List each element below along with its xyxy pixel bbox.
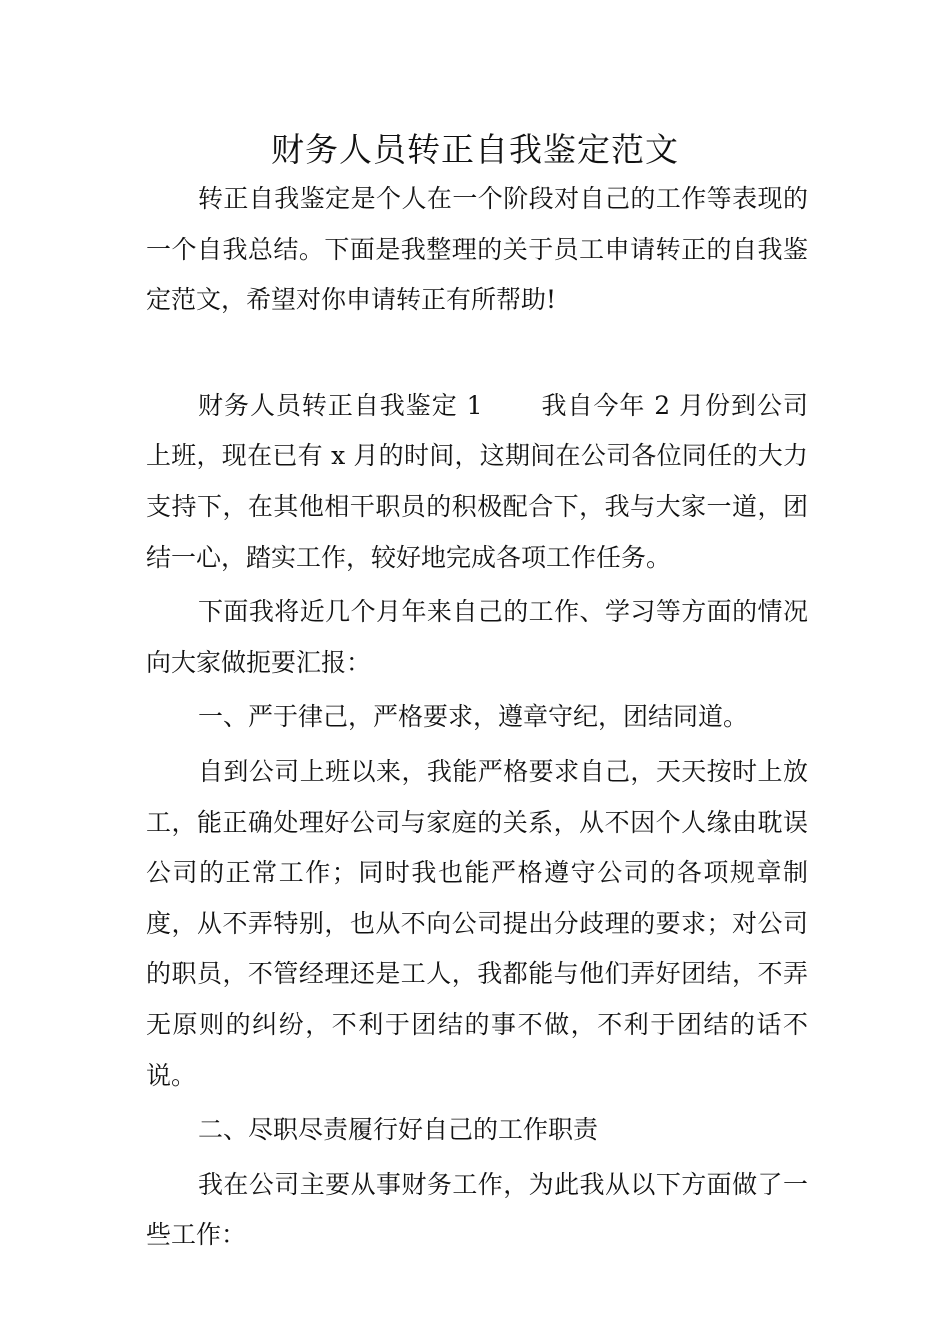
section-1-paragraph-1: 我自今年 2 月份到公司上班，现在已有 x 月的时间，这期间在公司各位同任的大力支持下，在其他相干职员的积极配合下，我与大家一道，团结一心，踏实工作，较好地完成各项工作任务。 [146, 390, 808, 572]
intro-paragraph: 转正自我鉴定是个人在一个阶段对自己的工作等表现的一个自我总结。下面是我整理的关于员工申请转正的自我鉴定范文，希望对你申请转正有所帮助! [146, 184, 808, 315]
point-1-body: 自到公司上班以来，我能严格要求自己，天天按时上放工，能正确处理好公司与家庭的关系，从不因个人缘由耽误公司的正常工作；同时我也能严格遵守公司的各项规章制度，从不弄特别，也从不向公司提出分歧理的要求；对公司的职员，不管经理还是工人，我都能与他们弄好团结，不弄无原则的纠纷，不利于团结的事不做，不利于团结的话不说。 [146, 756, 808, 1090]
point-1-heading: 一、严于律己，严格要求，遵章守纪，团结同道。 [198, 702, 749, 732]
section-1-paragraph-2: 下面我将近几个月年来自己的工作、学习等方面的情况向大家做扼要汇报： [146, 597, 808, 677]
section-1-opening-paragraph [146, 381, 808, 583]
section-heading-1: 财务人员转正自我鉴定 1 [198, 390, 483, 420]
point-2-body: 我在公司主要从事财务工作，为此我从以下方面做了一些工作： [146, 1169, 808, 1250]
document-body [146, 174, 808, 1261]
document-title: 财务人员转正自我鉴定范文 [271, 130, 679, 169]
paragraph-gap [146, 326, 808, 381]
point-2-heading: 二、尽职尽责履行好自己的工作职责 [198, 1115, 599, 1145]
